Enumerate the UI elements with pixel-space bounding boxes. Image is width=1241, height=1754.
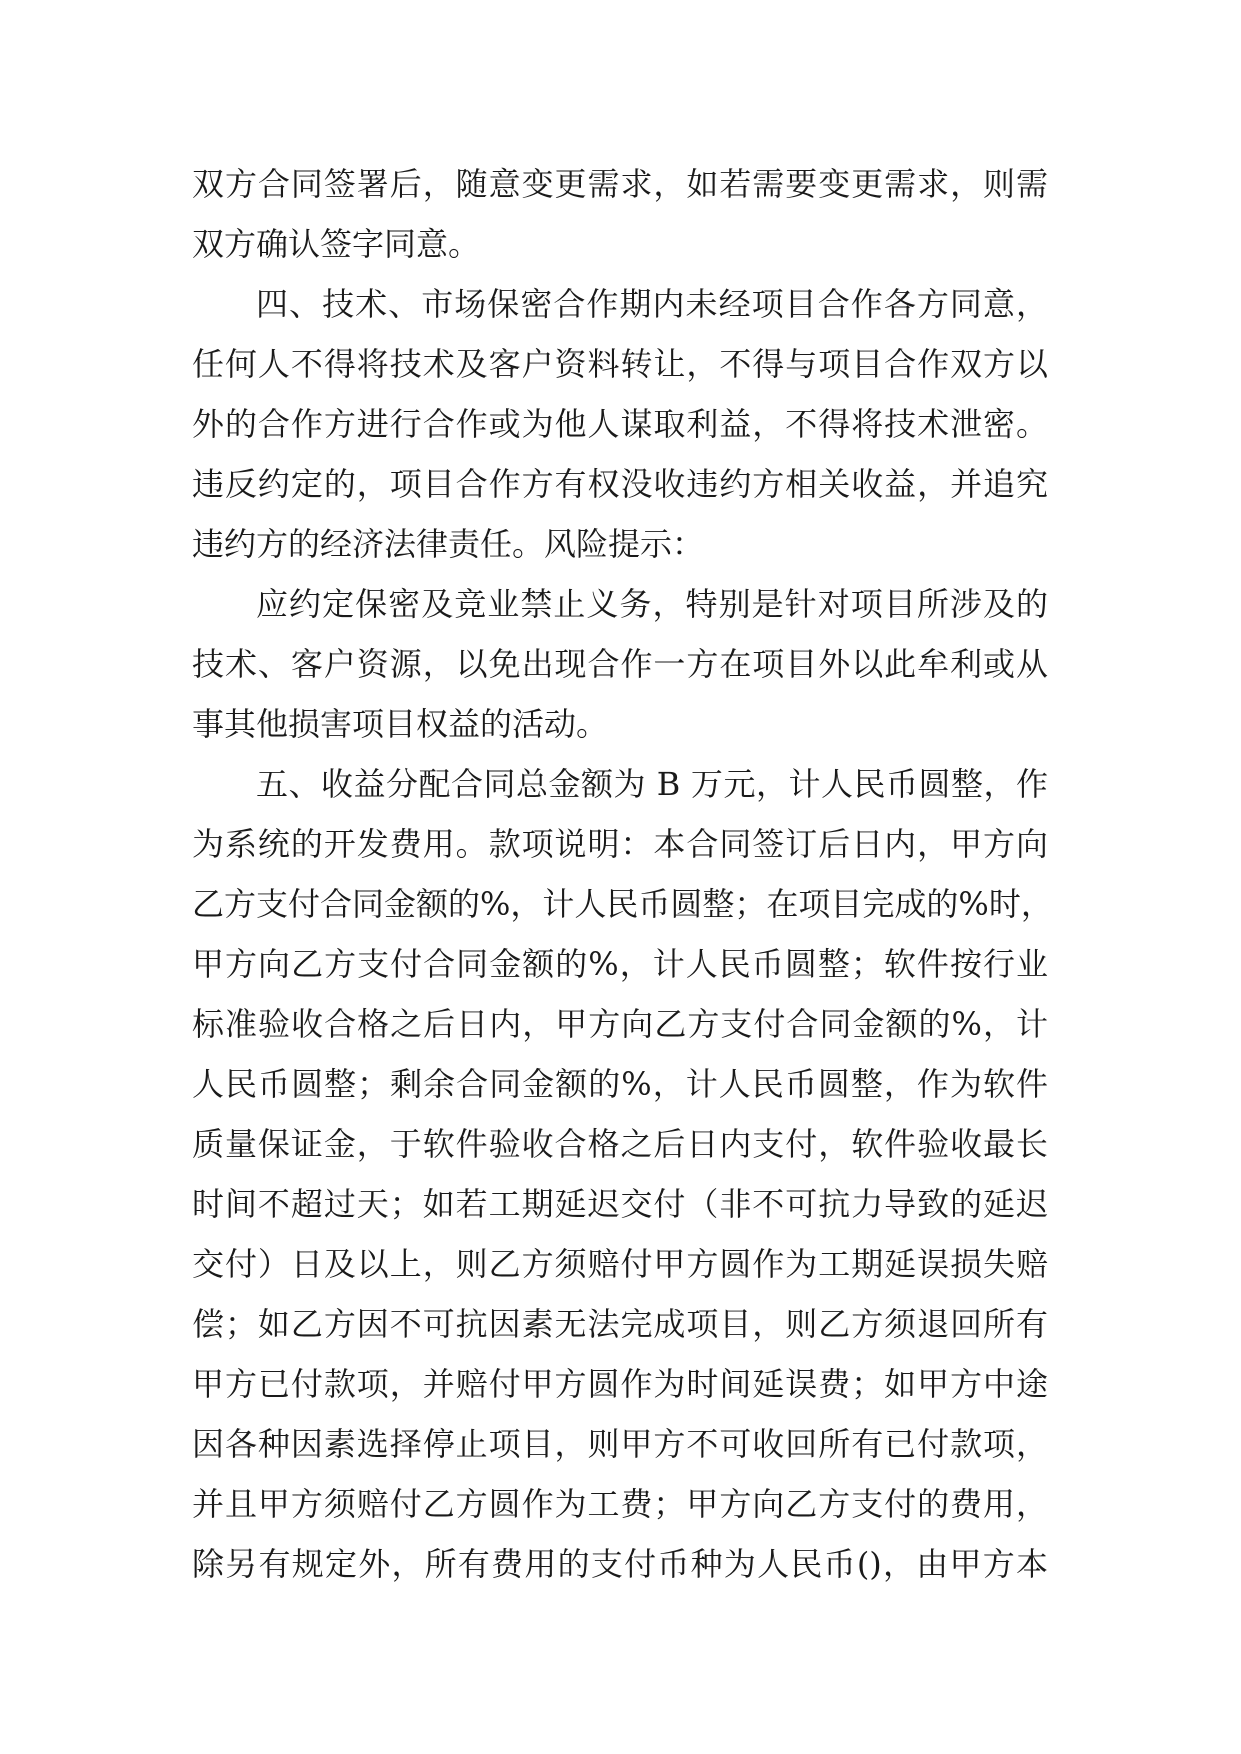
text-line: 甲方向乙方支付合同金额的%，计人民币圆整；软件按行业 (192, 945, 1048, 983)
text-line: 违约方的经济法律责任。风险提示： (192, 525, 705, 563)
text-line: 因各种因素选择停止项目，则甲方不可收回所有已付款项， (192, 1425, 1048, 1463)
section-heading-line: 四、技术、市场保密合作期内未经项目合作各方同意， (256, 285, 1048, 323)
text-line: 时间不超过天；如若工期延迟交付（非不可抗力导致的延迟 (192, 1185, 1048, 1223)
text-line: 标准验收合格之后日内，甲方向乙方支付合同金额的%，计 (192, 1005, 1048, 1043)
text-line: 技术、客户资源，以免出现合作一方在项目外以此牟利或从 (192, 645, 1048, 683)
text-line: 甲方已付款项，并赔付甲方圆作为时间延误费；如甲方中途 (192, 1365, 1048, 1403)
text-line: 为系统的开发费用。款项说明：本合同签订后日内，甲方向 (192, 825, 1048, 863)
text-line: 任何人不得将技术及客户资料转让，不得与项目合作双方以 (192, 345, 1048, 383)
contract-body-text (192, 154, 1053, 1594)
text-line: 交付）日及以上，则乙方须赔付甲方圆作为工期延误损失赔 (192, 1245, 1048, 1283)
text-line: 偿；如乙方因不可抗因素无法完成项目，则乙方须退回所有 (192, 1305, 1048, 1343)
text-line: 除另有规定外，所有费用的支付币种为人民币()，由甲方本 (192, 1545, 1048, 1583)
text-line: 并且甲方须赔付乙方圆作为工费；甲方向乙方支付的费用， (192, 1485, 1048, 1523)
text-line: 乙方支付合同金额的%，计人民币圆整；在项目完成的%时， (192, 885, 1053, 923)
text-line: 事其他损害项目权益的活动。 (192, 705, 609, 743)
text-line: 外的合作方进行合作或为他人谋取利益，不得将技术泄密。 (192, 405, 1048, 443)
text-line: 违反约定的，项目合作方有权没收违约方相关收益，并追究 (192, 465, 1048, 503)
text-line: 双方合同签署后，随意变更需求，如若需要变更需求，则需 (192, 165, 1048, 203)
text-line: 人民币圆整；剩余合同金额的%，计人民币圆整，作为软件 (192, 1065, 1048, 1103)
section-heading-line: 五、收益分配合同总金额为 B 万元，计人民币圆整，作 (256, 765, 1048, 803)
text-line: 质量保证金，于软件验收合格之后日内支付，软件验收最长 (192, 1125, 1048, 1163)
text-line: 双方确认签字同意。 (192, 225, 481, 263)
text-line: 应约定保密及竞业禁止义务，特别是针对项目所涉及的 (256, 585, 1048, 623)
